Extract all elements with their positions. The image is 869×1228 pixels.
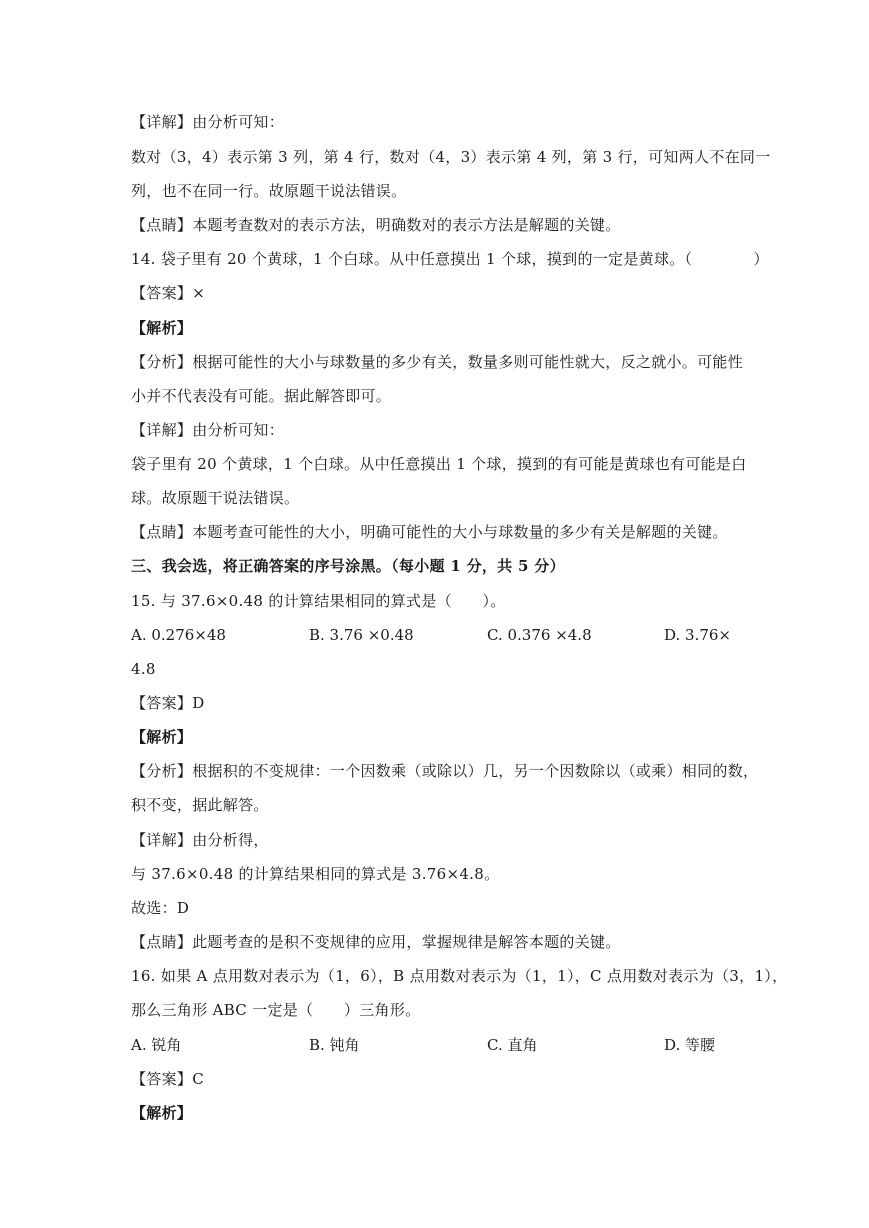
- paragraph-line: 袋子里有 20 个黄球，1 个白球。从中任意摸出 1 个球，摸到的有可能是黄球也有可能是白: [131, 455, 747, 473]
- comment-line: 【点睛】本题考查可能性的大小，明确可能性的大小与球数量的多少有关是解题的关键。: [131, 523, 728, 541]
- question-15: 15. 与 37.6×0.48 的计算结果相同的算式是（ ）。: [131, 592, 506, 610]
- detail-label: 【详解】由分析得，: [131, 831, 269, 849]
- paragraph-line: 【分析】根据积的不变规律：一个因数乘（或除以）几，另一个因数除以（或乘）相同的数，: [131, 762, 759, 780]
- q16-option-b: B. 钝角: [309, 1036, 360, 1054]
- q15-option-a: A. 0.276×48: [131, 626, 226, 644]
- question-16: 16. 如果 A 点用数对表示为（1，6），B 点用数对表示为（1，1），C 点用数对表示为（3，1），: [131, 967, 788, 985]
- question-16-continued: 那么三角形 ABC 一定是（ ）三角形。: [131, 1001, 421, 1019]
- q16-option-c: C. 直角: [487, 1036, 538, 1054]
- q15-option-b: B. 3.76 ×0.48: [309, 626, 414, 644]
- choice-line: 故选：D: [131, 899, 190, 917]
- option-continuation: 4.8: [131, 660, 156, 678]
- analysis-heading: 【解析】: [131, 319, 193, 337]
- paragraph-line: 【分析】根据可能性的大小与球数量的多少有关，数量多则可能性就大，反之就小。可能性: [131, 353, 744, 371]
- answer-label: 【答案】D: [131, 694, 205, 712]
- detail-label: 【详解】由分析可知：: [131, 113, 285, 131]
- paragraph-line: 小并不代表没有可能。据此解答即可。: [131, 387, 392, 405]
- paragraph-line: 积不变，据此解答。: [131, 796, 269, 814]
- paragraph-line: 球。故原题干说法错误。: [131, 489, 300, 507]
- q15-option-d: D. 3.76×: [664, 626, 731, 644]
- question-14: 14. 袋子里有 20 个黄球，1 个白球。从中任意摸出 1 个球，摸到的一定是黄球。（ ）: [131, 250, 769, 268]
- q16-option-d: D. 等腰: [664, 1036, 716, 1054]
- answer-label: 【答案】C: [131, 1070, 204, 1088]
- analysis-heading: 【解析】: [131, 1104, 193, 1122]
- comment-line: 【点睛】本题考查数对的表示方法，明确数对的表示方法是解题的关键。: [131, 216, 621, 234]
- section-heading: 三、我会选，将正确答案的序号涂黑。（每小题 1 分，共 5 分）: [131, 557, 565, 575]
- comment-line: 【点睛】此题考查的是积不变规律的应用，掌握规律是解答本题的关键。: [131, 933, 621, 951]
- q16-option-a: A. 锐角: [131, 1036, 182, 1054]
- paragraph-line: 数对（3，4）表示第 3 列，第 4 行，数对（4，3）表示第 4 列，第 3 行，可知两人不在同一: [131, 148, 771, 166]
- analysis-heading: 【解析】: [131, 728, 193, 746]
- q15-option-c: C. 0.376 ×4.8: [487, 626, 592, 644]
- paragraph-line: 列，也不在同一行。故原题干说法错误。: [131, 182, 407, 200]
- answer-label: 【答案】×: [131, 284, 206, 302]
- detail-label: 【详解】由分析可知：: [131, 421, 285, 439]
- paragraph-line: 与 37.6×0.48 的计算结果相同的算式是 3.76×4.8。: [131, 865, 500, 883]
